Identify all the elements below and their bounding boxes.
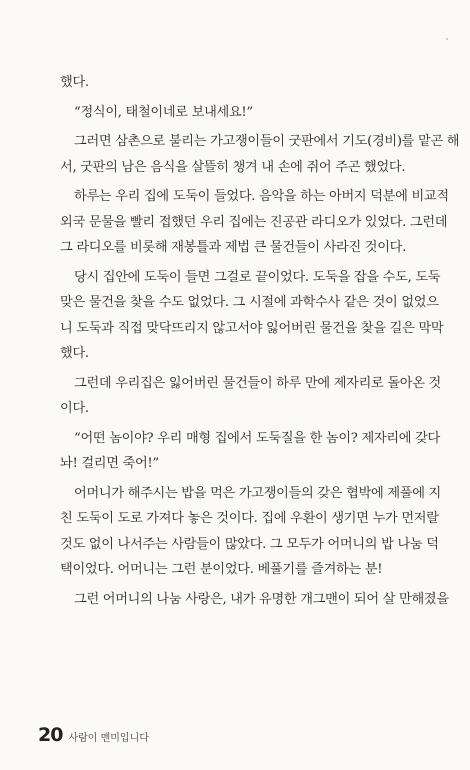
paragraph [60,587,449,613]
text-line: 하루는 우리 집에 도둑이 들었다. 음악을 하는 아버지 덕분에 비교적 [74,189,449,204]
text-line: 그런 어머니의 나눔 사랑은, 내가 유명한 개그맨이 되어 살 만해졌을 [74,591,449,607]
text-line: 어머니가 해주시는 밥을 먹은 가고쟁이들의 갖은 협박에 제풀에 지 [74,485,441,501]
paragraph [60,426,440,477]
paragraph [60,129,460,180]
body-text [60,70,460,616]
page-footer [38,724,149,746]
paragraph [60,481,441,583]
text-line: 했다. [60,346,89,361]
text-line: 맞은 물건을 찾을 수도 없었다. 그 시절에 과학수사 같은 것이 없었으 [60,295,439,310]
text-line: “어떤 놈이야? 우리 매형 집에서 도둑질을 한 놈이? 제자리에 갖다 [74,430,440,446]
text-line: 서, 굿판의 남은 음식을 살뜰히 챙겨 내 손에 쥐어 주곤 했었다. [60,159,406,175]
text-line: 당시 집안에 도둑이 들면 그걸로 끝이었다. 도둑을 잡을 수도, 도둑 [74,269,441,285]
text-line: 택이었다. 어머니는 그런 분이었다. 베풀기를 즐겨하는 분! [60,562,383,577]
text-line: 그 라디오를 비롯해 재봉틀과 제법 큰 물건들이 사라진 것이다. [60,240,407,255]
text-line: 것도 없이 나서주는 사람들이 많았다. 그 모두가 어머니의 밥 나눔 덕 [60,536,439,552]
text-line: 놔! 걸리면 죽어!” [60,456,159,471]
paragraph [60,371,441,422]
paragraph [60,100,435,126]
running-title: 사람이 멘미입니다 [68,733,149,744]
text-line: 친 도둑이 도로 가져다 놓은 것이다. 집에 우환이 생기면 누가 먼저랄 [60,511,439,526]
paragraph [60,184,449,261]
text-line: 이다. [60,401,89,416]
text-line: 그러면 삼촌으로 불리는 가고쟁이들이 굿판에서 기도(경비)를 맡곤 해 [74,134,460,149]
paragraph [60,70,435,96]
text-line: 했다. [60,75,89,90]
text-line: 그런데 우리집은 잃어버린 물건들이 하루 만에 제자리로 돌아온 것 [74,375,441,391]
text-line: “정식이, 태철이네로 보내세요!” [74,104,253,120]
page-number: 20 [38,724,63,746]
corner-mark [446,38,448,40]
text-line: 니 도둑과 직접 맞닥뜨리지 않고서야 잃어버린 물건을 찾을 길은 막막 [60,320,444,336]
text-line: 외국 문물을 빨리 접했던 우리 집에는 진공관 라디오가 있었다. 그런데 [60,214,448,230]
paragraph [60,265,444,367]
